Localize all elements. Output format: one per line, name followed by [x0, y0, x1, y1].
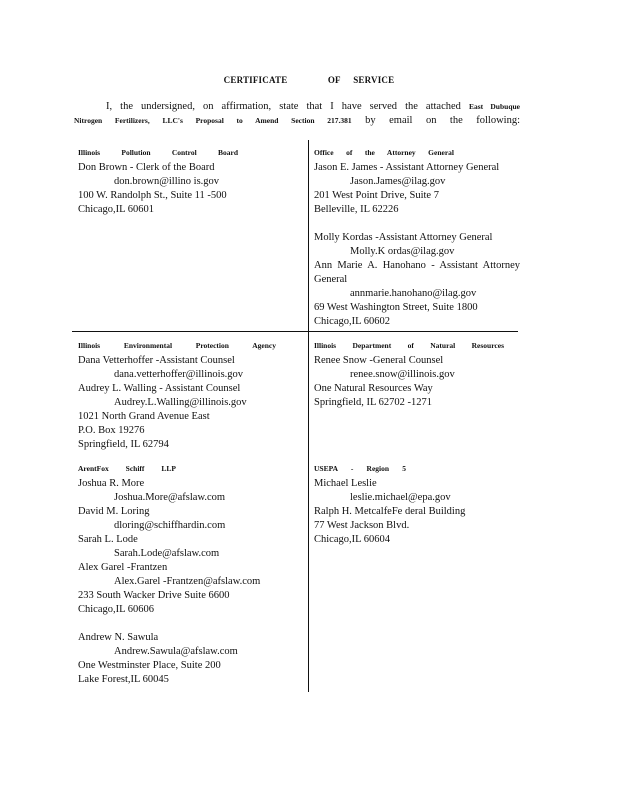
contact-name: Dana Vetterhoffer -Assistant Counsel [78, 355, 235, 366]
service-block-ipcb [78, 147, 238, 217]
service-block-iepa [78, 340, 276, 452]
contact-email: Alex.Garel -Frantzen@afslaw.com [114, 576, 261, 587]
address-line: 1021 North Grand Avenue East [78, 411, 210, 422]
city-line: Chicago,IL 60604 [314, 534, 391, 545]
city-line: Belleville, IL 62226 [314, 204, 399, 215]
contact-name: Renee Snow -General Counsel [314, 355, 444, 366]
city-line: Springfield, IL 62702 -1271 [314, 397, 433, 408]
contact-email: annmarie.hanohano@ilag.gov [350, 288, 477, 299]
contact-name: Michael Leslie [314, 478, 377, 489]
contact-email: Andrew.Sawula@afslaw.com [114, 646, 238, 657]
contact-name: Ann Marie A. Hanohano - Assistant Attorney General [314, 260, 520, 285]
city-line: Springfield, IL 62794 [78, 439, 169, 450]
service-block-usepa [314, 463, 484, 547]
address-line: 201 West Point Drive, Suite 7 [314, 190, 439, 201]
contact-name: Sarah L. Lode [78, 534, 138, 545]
intro-text-2: by email on the following: [365, 115, 520, 126]
block-header: Illinois Department of Natural Resources [314, 341, 504, 350]
block-header: ArentFox Schiff LLP [78, 464, 176, 473]
address-line: 69 West Washington Street, Suite 1800 [314, 302, 478, 313]
contact-name: Jason E. James - Assistant Attorney General [314, 162, 500, 173]
city-line: Lake Forest,IL 60045 [78, 674, 169, 685]
contact-name: Molly Kordas -Assistant Attorney General [314, 232, 493, 243]
intro-line-1 [74, 100, 520, 114]
contact-name: Alex Garel -Frantzen [78, 562, 168, 573]
contact-email: dloring@schiffhardin.com [114, 520, 226, 531]
intro-line-2 [74, 114, 520, 128]
intro-party-name-1: East Dubuque [468, 102, 520, 111]
city-line: Chicago,IL 60601 [78, 204, 155, 215]
address-line: One Natural Resources Way [314, 383, 433, 394]
contact-email: dana.vetterhoffer@illinois.gov [114, 369, 244, 380]
intro-party-name-2: Nitrogen Fertilizers, LLC's Proposal to Amend Section 217.381 [74, 116, 352, 125]
contact-email: Jason.James@ilag.gov [350, 176, 446, 187]
spacer [78, 617, 278, 631]
contact-email: leslie.michael@epa.gov [350, 492, 451, 503]
contact-email: don.brown@illino is.gov [114, 176, 220, 187]
contact-email: Molly.K ordas@ilag.gov [350, 246, 455, 257]
title-word-service: SERVICE [353, 75, 395, 85]
contact-email: renee.snow@illinois.gov [350, 369, 455, 380]
contact-name: Audrey L. Walling - Assistant Counsel [78, 383, 241, 394]
address-line: 77 West Jackson Blvd. [314, 520, 410, 531]
vertical-divider [308, 140, 309, 692]
address-line: P.O. Box 19276 [78, 425, 145, 436]
contact-name: David M. Loring [78, 506, 150, 517]
contact-name: Don Brown - Clerk of the Board [78, 162, 215, 173]
block-header: Illinois Pollution Control Board [78, 148, 238, 157]
service-block-arentfox [78, 463, 278, 687]
address-line: Ralph H. MetcalfeFe deral Building [314, 506, 466, 517]
block-header: Illinois Environmental Protection Agency [78, 341, 276, 350]
address-line: 233 South Wacker Drive Suite 6600 [78, 590, 230, 601]
address-line: One Westminster Place, Suite 200 [78, 660, 221, 671]
document-title [0, 75, 618, 85]
contact-email: Joshua.More@afslaw.com [114, 492, 226, 503]
contact-name: Joshua R. More [78, 478, 145, 489]
intro-paragraph [74, 100, 520, 128]
intro-text-1: I, the undersigned, on affirmation, state that I have served the attached [106, 101, 461, 112]
spacer [314, 217, 520, 231]
city-line: Chicago,IL 60602 [314, 316, 391, 327]
title-word-certificate: CERTIFICATE [223, 75, 288, 85]
block-header: Office of the Attorney General [314, 148, 454, 157]
contact-email: Audrey.L.Walling@illinois.gov [114, 397, 247, 408]
contact-email: Sarah.Lode@afslaw.com [114, 548, 220, 559]
block-header: USEPA - Region 5 [314, 464, 406, 473]
title-word-of: OF [327, 75, 341, 85]
service-block-idnr [314, 340, 504, 410]
city-line: Chicago,IL 60606 [78, 604, 155, 615]
horizontal-divider [72, 331, 518, 332]
service-block-attorney-general [314, 147, 520, 329]
address-line: 100 W. Randolph St., Suite 11 -500 [78, 190, 227, 201]
contact-name: Andrew N. Sawula [78, 632, 159, 643]
